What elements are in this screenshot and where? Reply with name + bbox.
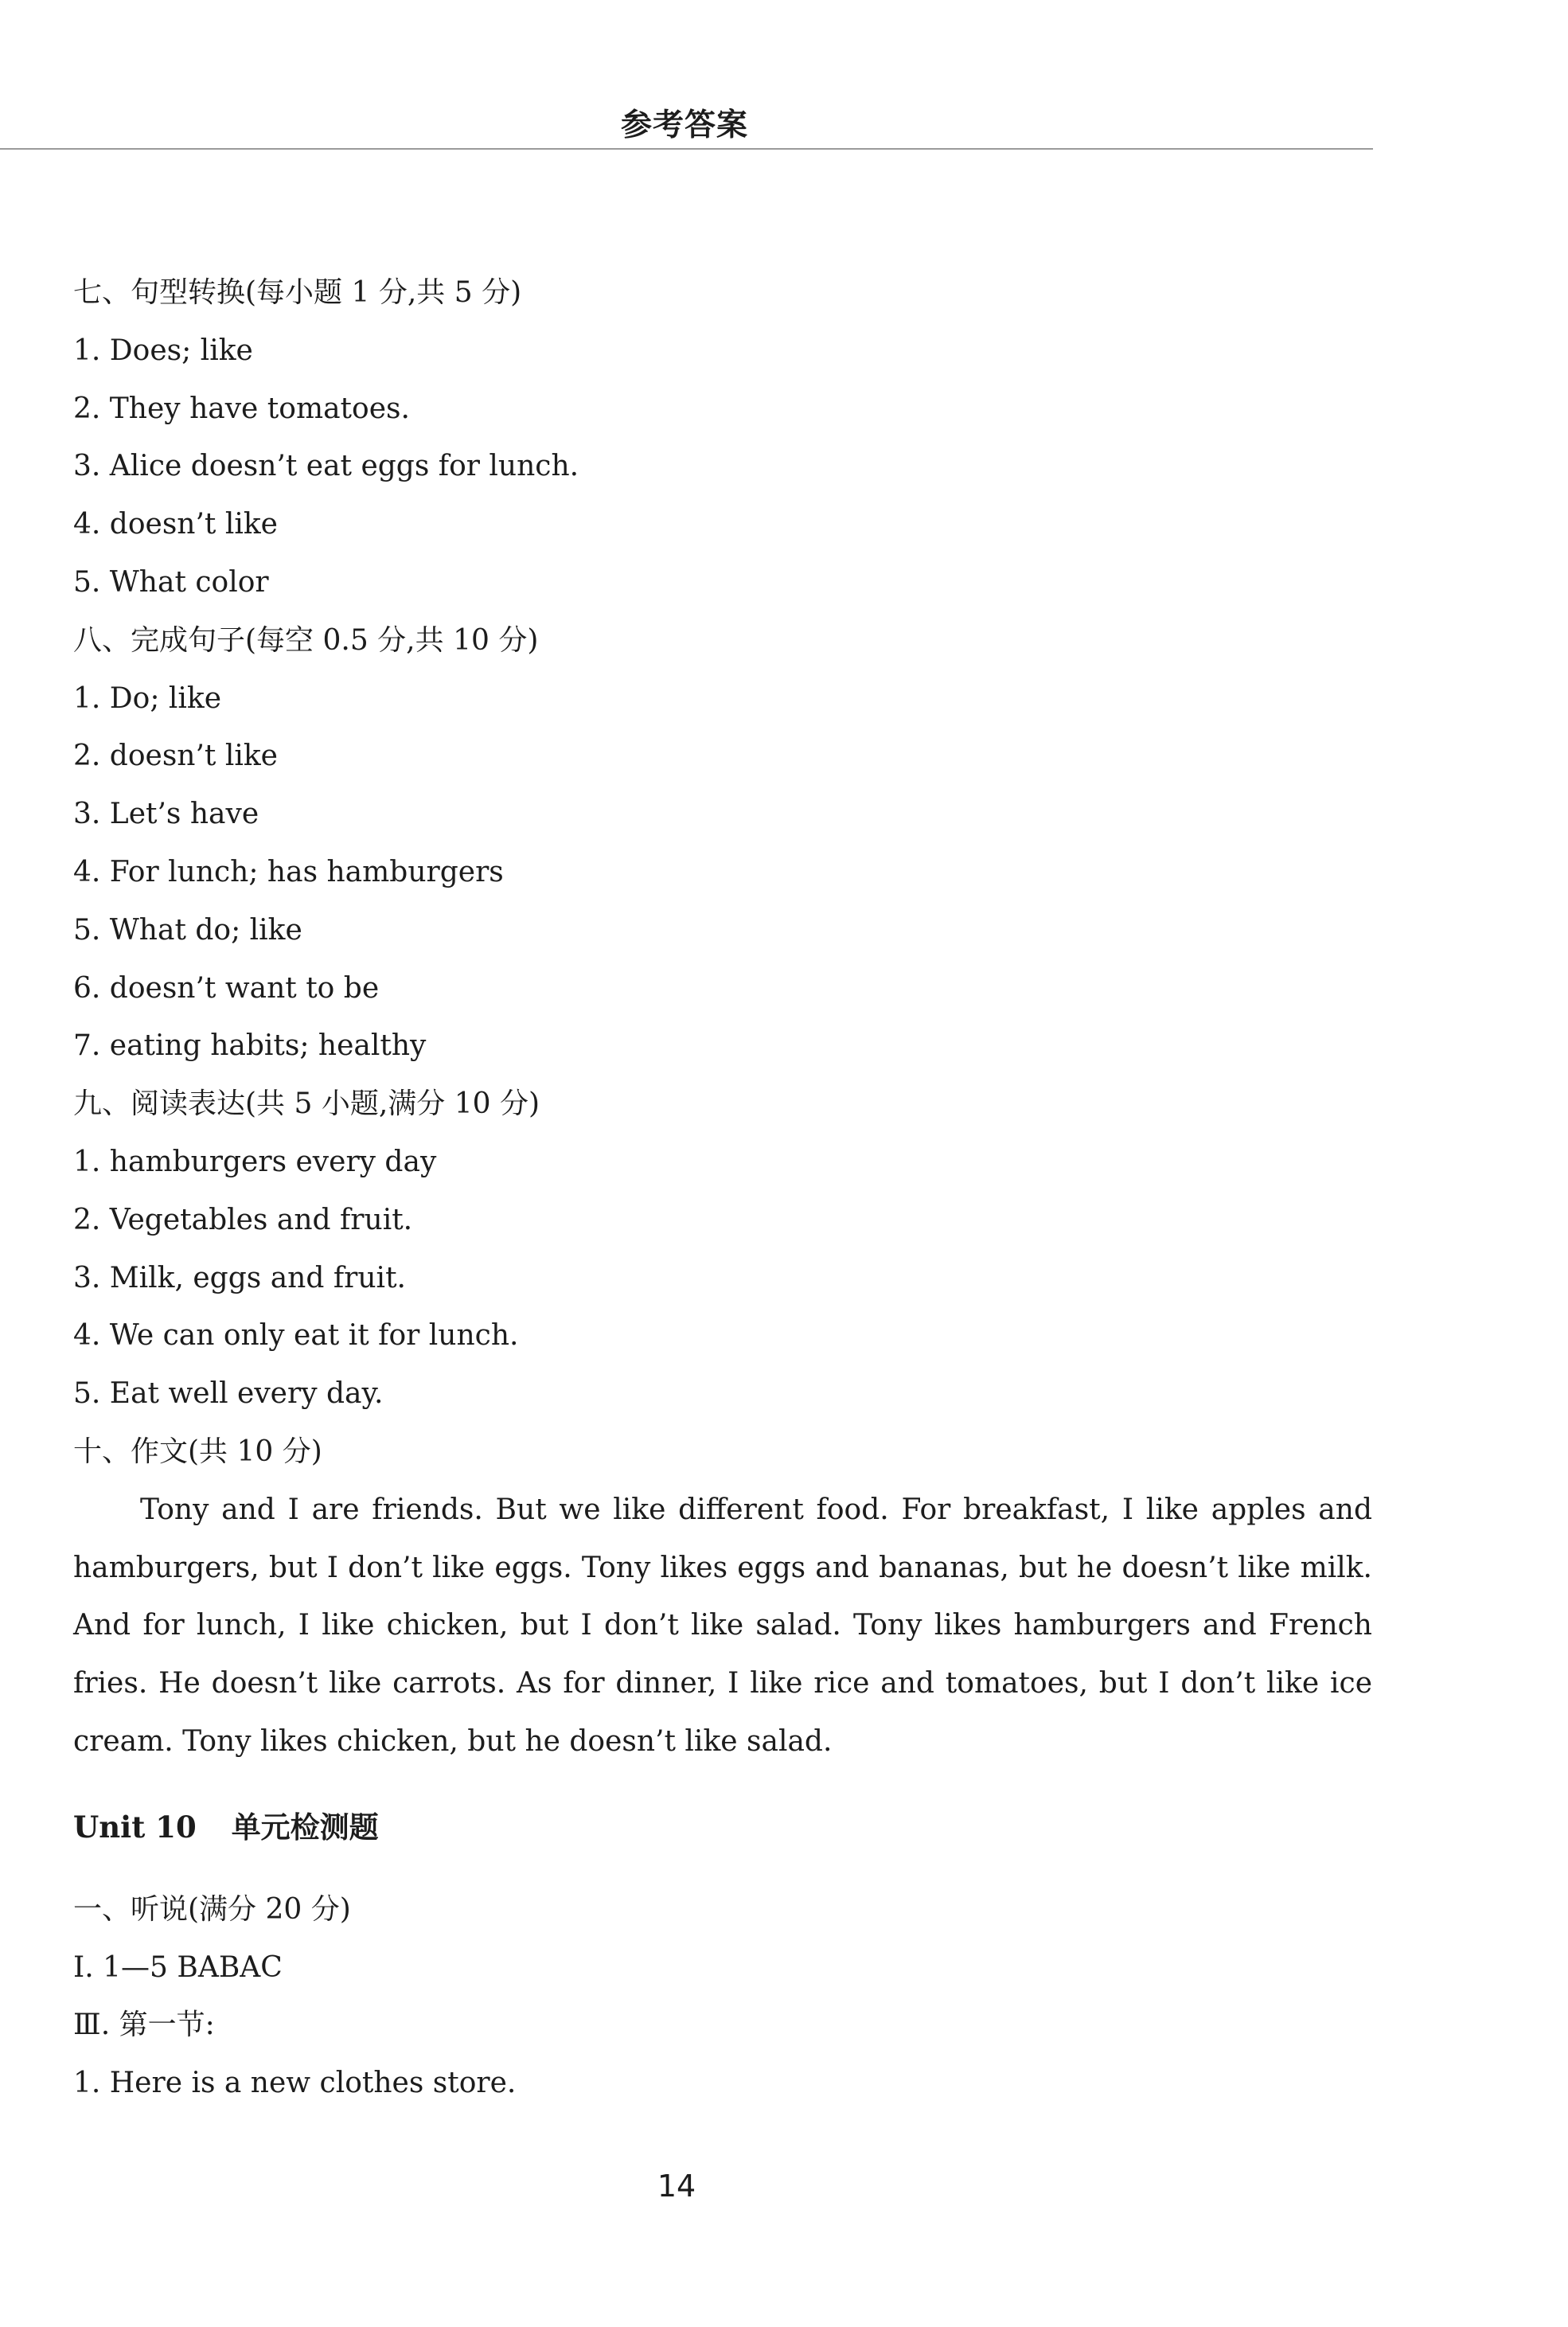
answer-line: 4. We can only eat it for lunch.: [73, 1319, 519, 1353]
spacer: [73, 1856, 1372, 1881]
section-heading-7: 七、句型转换(每小题 1 分,共 5 分): [73, 276, 522, 309]
answer-line: 2. They have tomatoes.: [73, 392, 410, 425]
section-heading-10: 十、作文(共 10 分): [73, 1435, 322, 1468]
answer-line: 2. Vegetables and fruit.: [73, 1203, 413, 1236]
answer-line: 2. doesn’t like: [73, 740, 278, 773]
answer-line: 3. Alice doesn’t eat eggs for lunch.: [73, 450, 579, 483]
answer-line: 1. Here is a new clothes store.: [73, 2067, 517, 2100]
unit-heading: [73, 1798, 1372, 1856]
section-heading-9: 九、阅读表达(共 5 小题,满分 10 分): [73, 1087, 540, 1121]
page-header-title: 参考答案: [620, 107, 748, 143]
page-number: 14: [657, 2169, 696, 2204]
unit-label: Unit 10: [73, 1809, 197, 1845]
answer-content: [73, 264, 1372, 2113]
header-divider: [0, 148, 1373, 150]
answer-line: 4. For lunch; has hamburgers: [73, 855, 504, 888]
essay-paragraph: Tony and I are friends. But we like different food. For breakfast, I like apples and hamburgers, but I don’t like eggs. Tony likes eggs and bananas, but he doesn’t like milk. And for lunch, I like chicken, but I don’t like salad. Tony likes hamburgers and French fries. He doesn’t like carrots. As for dinner, I like rice and tomatoes, but I don’t like ice cream. Tony likes chicken, but he doesn’t like salad.: [73, 1493, 1372, 1758]
answer-line: 5. Eat well every day.: [73, 1377, 384, 1411]
answer-line: 5. What do; like: [73, 913, 302, 947]
answer-line: 5. What color: [73, 565, 269, 599]
answer-line: 7. eating habits; healthy: [73, 1029, 427, 1063]
section-heading-listening: 一、听说(满分 20 分): [73, 1892, 351, 1926]
answer-line: 3. Let’s have: [73, 798, 259, 831]
answer-line: Ⅰ. 1—5 BABAC: [73, 1950, 283, 1984]
answer-line: 1. Do; like: [73, 681, 222, 715]
answer-line: 1. Does; like: [73, 334, 253, 367]
answer-line: 6. doesn’t want to be: [73, 971, 380, 1005]
unit-title: 单元检测题: [231, 1810, 379, 1845]
answer-line: 4. doesn’t like: [73, 508, 278, 541]
answer-line: Ⅲ. 第一节:: [73, 2009, 215, 2042]
answer-line: 1. hamburgers every day: [73, 1145, 437, 1178]
answer-line: 3. Milk, eggs and fruit.: [73, 1261, 406, 1294]
section-heading-8: 八、完成句子(每空 0.5 分,共 10 分): [73, 623, 539, 657]
